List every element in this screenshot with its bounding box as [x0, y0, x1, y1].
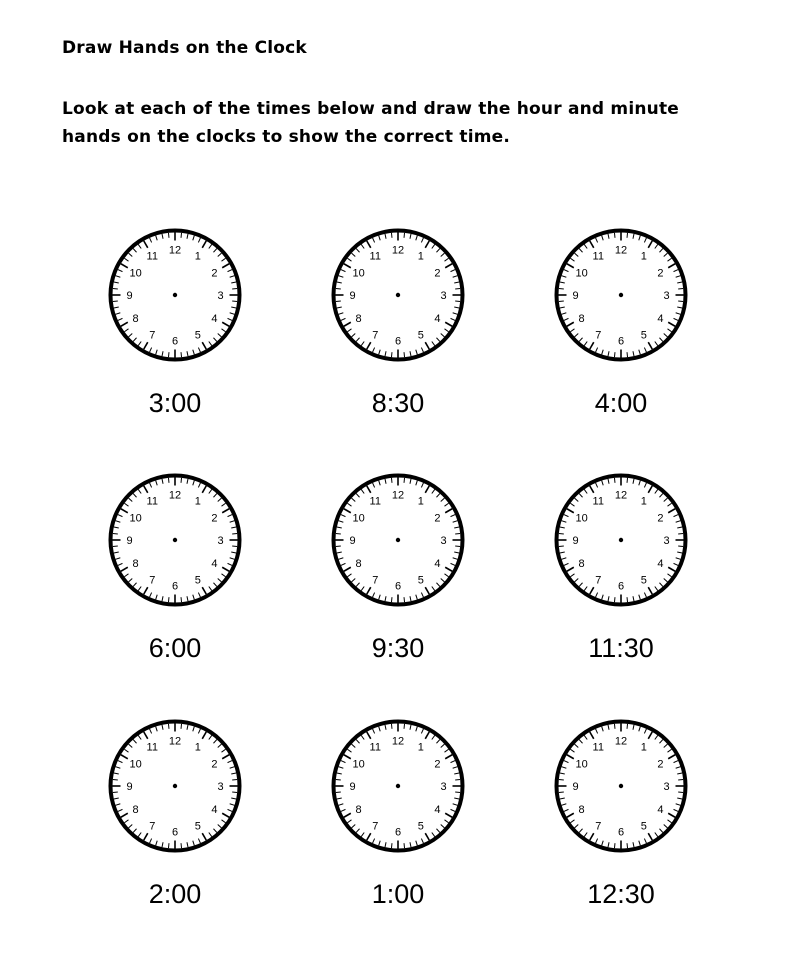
clock-time-label: 2:00 [148, 879, 202, 909]
clock-tick [614, 352, 615, 357]
clock-tick [181, 843, 182, 848]
clock-numeral: 11 [592, 495, 604, 508]
clock-tick [336, 779, 341, 780]
clock-tick [168, 843, 169, 848]
clock-numeral: 6 [171, 826, 179, 839]
clock-tick [336, 533, 341, 534]
clock-cell [551, 225, 691, 435]
clock-numeral: 2 [434, 512, 441, 525]
clock-center-dot [396, 293, 400, 297]
clock-tick [678, 792, 683, 793]
clock-numeral: 4 [657, 557, 664, 570]
clock-face[interactable] [105, 225, 245, 365]
clock-tick [559, 533, 564, 534]
clock-tick [559, 792, 564, 793]
clock-numeral: 4 [434, 803, 441, 816]
clock-numeral: 12 [614, 489, 628, 502]
clock-numeral: 1 [417, 495, 424, 508]
clock-numeral: 2 [657, 758, 664, 771]
clock-tick [404, 233, 405, 238]
clock-numeral: 10 [575, 512, 588, 525]
clock-numeral: 7 [372, 820, 379, 833]
clock-tick [627, 597, 628, 602]
clock-numeral: 8 [132, 803, 139, 816]
clock-tick [336, 301, 341, 302]
clock-tick [391, 843, 392, 848]
clock-numeral: 9 [572, 290, 579, 302]
clock-numeral: 10 [352, 758, 365, 771]
clock-tick [614, 724, 615, 729]
clock-tick [232, 288, 237, 289]
clock-numeral: 11 [146, 250, 158, 263]
clock-numeral: 1 [640, 495, 647, 508]
clock-numeral: 8 [578, 557, 585, 570]
clock-numeral: 10 [352, 267, 365, 280]
clock-numeral: 10 [129, 267, 142, 280]
clock-center-dot [173, 784, 177, 788]
clock-numeral: 7 [149, 574, 156, 587]
clock-tick [168, 478, 169, 483]
clock-face[interactable] [328, 716, 468, 856]
clock-numeral: 7 [149, 820, 156, 833]
clock-numeral: 12 [168, 489, 182, 502]
clock-numeral: 8 [355, 803, 362, 816]
clock-numeral: 2 [434, 267, 441, 280]
clock-numeral: 1 [194, 250, 201, 263]
clock-tick [627, 843, 628, 848]
clock-tick [181, 352, 182, 357]
clock-tick [168, 597, 169, 602]
clock-numeral: 3 [663, 535, 670, 547]
clock-numeral: 6 [394, 580, 402, 593]
clock-numeral: 10 [129, 758, 142, 771]
clock-cell [328, 716, 468, 926]
clock-numeral: 10 [352, 512, 365, 525]
clock-numeral: 5 [640, 329, 647, 342]
clock-tick [678, 288, 683, 289]
clock-numeral: 12 [168, 735, 182, 748]
clock-numeral: 3 [663, 290, 670, 302]
clock-numeral: 3 [440, 290, 447, 302]
clock-numeral: 12 [391, 489, 405, 502]
clock-numeral: 11 [592, 741, 604, 754]
clock-tick [232, 301, 237, 302]
clock-tick [232, 779, 237, 780]
clock-numeral: 7 [595, 329, 602, 342]
clock-numeral: 2 [657, 267, 664, 280]
clock-numeral: 9 [349, 781, 356, 793]
clock-numeral: 1 [640, 741, 647, 754]
clock-numeral: 3 [217, 781, 224, 793]
clock-numeral: 8 [578, 312, 585, 325]
clock-tick [678, 779, 683, 780]
clock-tick [404, 352, 405, 357]
clock-numeral: 8 [355, 312, 362, 325]
clock-numeral: 4 [657, 312, 664, 325]
clock-numeral: 9 [349, 290, 356, 302]
clock-numeral: 1 [194, 741, 201, 754]
clock-cell [551, 716, 691, 926]
clock-tick [614, 597, 615, 602]
clock-numeral: 11 [369, 741, 381, 754]
clock-numeral: 6 [394, 826, 402, 839]
clock-numeral: 2 [211, 512, 218, 525]
clock-numeral: 2 [657, 512, 664, 525]
clock-numeral: 3 [440, 535, 447, 547]
clock-numeral: 6 [171, 580, 179, 593]
clock-tick [455, 288, 460, 289]
clock-numeral: 5 [417, 574, 424, 587]
clock-tick [627, 233, 628, 238]
clock-numeral: 5 [640, 820, 647, 833]
clock-tick [113, 533, 118, 534]
clock-numeral: 5 [417, 329, 424, 342]
clock-tick [559, 301, 564, 302]
clock-numeral: 1 [417, 741, 424, 754]
clock-numeral: 2 [211, 267, 218, 280]
clock-tick [404, 843, 405, 848]
clock-tick [168, 724, 169, 729]
clock-numeral: 6 [617, 335, 625, 348]
clock-cell [105, 225, 245, 435]
clock-numeral: 2 [434, 758, 441, 771]
clock-numeral: 5 [194, 574, 201, 587]
clock-numeral: 12 [614, 244, 628, 257]
clock-tick [678, 301, 683, 302]
clock-tick [232, 792, 237, 793]
clock-numeral: 11 [369, 495, 381, 508]
clock-numeral: 3 [663, 781, 670, 793]
clock-numeral: 7 [595, 820, 602, 833]
clock-tick [559, 546, 564, 547]
clock-numeral: 11 [592, 250, 604, 263]
clock-face[interactable] [551, 716, 691, 856]
clock-numeral: 5 [640, 574, 647, 587]
clock-numeral: 4 [211, 557, 218, 570]
clock-tick [455, 779, 460, 780]
clock-numeral: 3 [440, 781, 447, 793]
clock-tick [113, 792, 118, 793]
clock-cell [105, 470, 245, 680]
clock-numeral: 7 [595, 574, 602, 587]
clock-tick [678, 533, 683, 534]
clock-tick [391, 233, 392, 238]
clock-tick [559, 288, 564, 289]
clock-tick [614, 478, 615, 483]
clock-tick [181, 478, 182, 483]
clock-numeral: 4 [434, 312, 441, 325]
clock-numeral: 12 [391, 735, 405, 748]
clock-tick [391, 478, 392, 483]
clock-numeral: 4 [657, 803, 664, 816]
clock-tick [181, 597, 182, 602]
clock-face[interactable] [105, 470, 245, 610]
clock-tick [627, 352, 628, 357]
clock-cell [551, 470, 691, 680]
worksheet-instructions: Look at each of the times below and draw the hour and minute hands on the clocks to show the correct time. [62, 99, 680, 147]
clock-tick [391, 597, 392, 602]
clock-numeral: 9 [572, 535, 579, 547]
clock-numeral: 7 [372, 574, 379, 587]
clock-numeral: 10 [129, 512, 142, 525]
clock-face[interactable] [328, 225, 468, 365]
clock-time-label: 1:00 [371, 879, 425, 909]
clock-numeral: 3 [217, 535, 224, 547]
clock-face[interactable] [551, 470, 691, 610]
clock-tick [181, 724, 182, 729]
clock-numeral: 1 [640, 250, 647, 263]
clock-time-label: 3:00 [148, 388, 202, 418]
clock-numeral: 2 [211, 758, 218, 771]
clock-numeral: 8 [132, 312, 139, 325]
clock-tick [113, 546, 118, 547]
clock-tick [455, 546, 460, 547]
clock-time-label: 9:30 [371, 633, 425, 663]
clock-tick [113, 288, 118, 289]
clock-tick [336, 546, 341, 547]
clock-numeral: 4 [211, 803, 218, 816]
clock-tick [559, 779, 564, 780]
clock-numeral: 11 [146, 741, 158, 754]
clock-numeral: 8 [132, 557, 139, 570]
clock-numeral: 4 [211, 312, 218, 325]
clock-time-label: 11:30 [588, 633, 654, 663]
clock-numeral: 3 [217, 290, 224, 302]
clock-tick [181, 233, 182, 238]
clock-numeral: 10 [575, 267, 588, 280]
clock-numeral: 11 [146, 495, 158, 508]
clock-tick [232, 533, 237, 534]
clock-tick [678, 546, 683, 547]
clock-numeral: 9 [572, 781, 579, 793]
clock-numeral: 5 [194, 820, 201, 833]
clock-tick [404, 478, 405, 483]
clock-tick [455, 301, 460, 302]
clock-center-dot [619, 538, 623, 542]
clock-time-label: 6:00 [148, 633, 202, 663]
clock-numeral: 6 [617, 826, 625, 839]
worksheet-title: Draw Hands on the Clock [62, 38, 307, 58]
clock-numeral: 6 [617, 580, 625, 593]
clock-time-label: 4:00 [594, 388, 648, 418]
clock-center-dot [396, 784, 400, 788]
clock-tick [113, 779, 118, 780]
clock-numeral: 8 [578, 803, 585, 816]
clock-tick [614, 233, 615, 238]
clock-tick [336, 792, 341, 793]
clock-tick [455, 533, 460, 534]
clock-numeral: 11 [369, 250, 381, 263]
clock-cell [105, 716, 245, 926]
clock-center-dot [173, 538, 177, 542]
clock-numeral: 12 [614, 735, 628, 748]
clock-numeral: 7 [149, 329, 156, 342]
clock-time-label: 12:30 [587, 879, 655, 909]
clock-numeral: 12 [391, 244, 405, 257]
clock-tick [232, 546, 237, 547]
clock-numeral: 5 [194, 329, 201, 342]
clock-tick [113, 301, 118, 302]
clock-tick [627, 724, 628, 729]
clock-center-dot [173, 293, 177, 297]
clock-numeral: 1 [194, 495, 201, 508]
clock-numeral: 4 [434, 557, 441, 570]
clock-cell [328, 470, 468, 680]
clock-numeral: 6 [171, 335, 179, 348]
clock-tick [168, 352, 169, 357]
clock-numeral: 9 [349, 535, 356, 547]
clock-numeral: 6 [394, 335, 402, 348]
clock-numeral: 9 [126, 290, 133, 302]
clock-numeral: 12 [168, 244, 182, 257]
clock-numeral: 8 [355, 557, 362, 570]
clock-center-dot [396, 538, 400, 542]
clock-tick [336, 288, 341, 289]
clock-numeral: 5 [417, 820, 424, 833]
clock-center-dot [619, 784, 623, 788]
clock-cell [328, 225, 468, 435]
clock-tick [614, 843, 615, 848]
clock-tick [404, 724, 405, 729]
clock-numeral: 7 [372, 329, 379, 342]
clock-center-dot [619, 293, 623, 297]
clock-face[interactable] [328, 470, 468, 610]
clock-time-label: 8:30 [371, 388, 425, 418]
clock-tick [391, 352, 392, 357]
clock-face[interactable] [105, 716, 245, 856]
clock-tick [391, 724, 392, 729]
clock-numeral: 9 [126, 781, 133, 793]
clock-tick [168, 233, 169, 238]
clock-numeral: 9 [126, 535, 133, 547]
clock-tick [404, 597, 405, 602]
clock-tick [627, 478, 628, 483]
clock-tick [455, 792, 460, 793]
clock-numeral: 10 [575, 758, 588, 771]
clock-numeral: 1 [417, 250, 424, 263]
clock-face[interactable] [551, 225, 691, 365]
